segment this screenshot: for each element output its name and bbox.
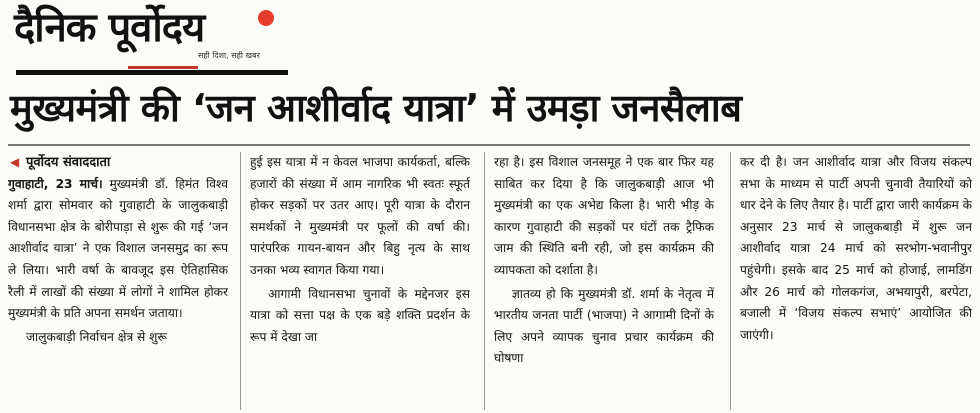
article-column-1 [8,152,228,410]
column-paragraph [8,174,228,325]
column-divider [484,152,485,410]
byline [8,152,228,174]
newspaper-logo: दैनिक पूर्वोदय [14,5,205,51]
article-headline: मुख्यमंत्री की ‘जन आशीर्वाद यात्रा’ में उमड़ा जनसैलाब [10,86,742,130]
article-column-3 [494,152,714,410]
column-paragraph: कर दी है। जन आशीर्वाद यात्रा और विजय संकल्प सभा के माध्यम से पार्टी अपनी चुनावी तैयारियों को धार देने के लिए तैयार है। पार्टी द्वारा जारी कार्यक्रम के अनुसार 23 मार्च से जालुकबाड़ी में शुरू जन आशीर्वाद यात्रा 24 मार्च को सरभोग-भवानीपुर पहुंचेगी। इसके बाद 25 मार्च को होजाई, लामडिंग और 26 मार्च को गोलकगंज, अभयापुरी, बरपेटा, बजाली में ‘विजय संकल्प सभाएं’ आयोजित की जाएंगी। [740,155,972,342]
masthead-rule [16,70,288,75]
column-text: मुख्यमंत्री डॉ. हिमंत विश्व शर्मा द्वारा सोमवार को गुवाहाटी के जालुकबाड़ी विधानसभा क्षेत्र के बोरीपाड़ा से शुरू की गई ‘जन आशीर्वाद यात्रा’ ने एक विशाल जनसमुद्र का रूप ले लिया। भारी वर्षा के बावजूद इस ऐतिहासिक रैली में लाखों की संख्या में लोगों ने शामिल होकर मुख्यमंत्री के प्रति अपना समर्थन जताया। [8,176,228,321]
column-divider [240,152,241,410]
logo-dot-icon [258,10,274,26]
column-divider [730,152,731,410]
column-paragraph: जालुकबाड़ी निर्वाचन क्षेत्र से शुरू [26,329,167,344]
byline-text: पूर्वोदय संवाददाता [26,155,111,170]
masthead-accent-rule [128,66,198,69]
column-paragraph: ज्ञातव्य हो कि मुख्यमंत्री डॉ. शर्मा के नेतृत्व में भारतीय जनता पार्टी (भाजपा) ने आगामी दिनों के लिए अपने व्यापक चुनाव प्रचार कार्यक्रम की घोषणा [494,286,714,366]
masthead [8,4,288,72]
masthead-tagline: सही दिशा, सही खबर [198,51,260,60]
dateline: गुवाहाटी, 23 मार्च। [8,176,103,191]
column-paragraph: हुई इस यात्रा में न केवल भाजपा कार्यकर्ता, बल्कि हजारों की संख्या में आम नागरिक भी स्वतः स्फूर्त होकर सड़कों पर उतर आए। पूरी यात्रा के दौरान समर्थकों ने मुख्यमंत्री पर फूलों की वर्षा की। पारंपरिक गायन-बायन और बिहु नृत्य के साथ उनका भव्य स्वागत किया गया। [250,155,470,277]
column-paragraph: रहा है। इस विशाल जनसमूह ने एक बार फिर यह साबित कर दिया है कि जालुकबाड़ी आज भी मुख्यमंत्री का एक अभेद्य किला है। भारी भीड़ के कारण गुवाहाटी की सड़कों पर घंटों तक ट्रैफिक जाम की स्थिति बनी रही, जो इस कार्यक्रम की व्यापकता को दर्शाता है। [494,155,714,277]
article-column-2 [250,152,470,410]
headline-divider [8,144,970,146]
byline-arrow-icon: ◀ [10,155,20,169]
column-paragraph: आगामी विधानसभा चुनावों के मद्देनजर इस यात्रा को सत्ता पक्ष के एक बड़े शक्ति प्रदर्शन के रूप में देखा जा [250,286,470,344]
article-column-4 [740,152,972,410]
